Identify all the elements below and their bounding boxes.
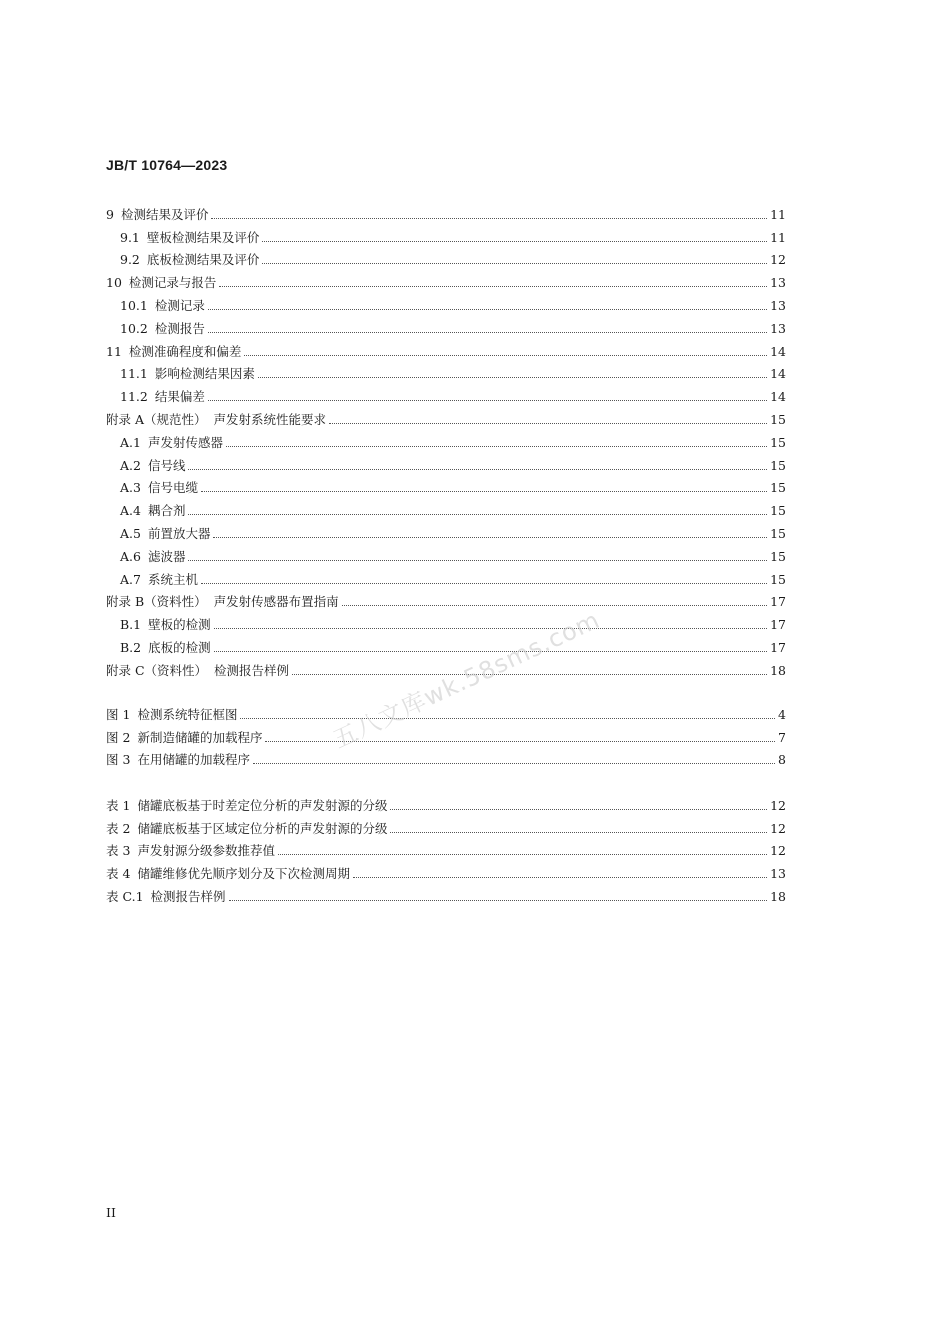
- entry-number: 10: [106, 275, 122, 291]
- entry-page: 14: [770, 389, 786, 405]
- entry-title: 声发射源分级参数推荐值: [137, 843, 275, 859]
- toc-entry[interactable]: [106, 610, 786, 633]
- entry-number: 11.1: [120, 366, 148, 382]
- entry-page: 12: [770, 820, 786, 836]
- toc-entry[interactable]: [106, 382, 786, 405]
- dot-leader: [342, 605, 767, 606]
- table-entry[interactable]: [106, 791, 786, 814]
- entry-title: 耦合剂: [147, 503, 186, 519]
- toc-entry[interactable]: [106, 405, 786, 428]
- entry-title: 检测系统特征框图: [137, 706, 238, 722]
- entry-number: 图 1: [106, 706, 131, 722]
- entry-page: 13: [770, 275, 786, 291]
- entry-page: 11: [770, 229, 786, 245]
- entry-number: 图 3: [106, 752, 131, 768]
- entry-page: 18: [770, 662, 786, 678]
- dot-leader: [208, 309, 767, 310]
- entry-page: 15: [770, 503, 786, 519]
- entry-page: 15: [770, 571, 786, 587]
- dot-leader: [390, 809, 767, 810]
- entry-title: 储罐底板基于区域定位分析的声发射源的分级: [137, 820, 388, 836]
- entry-title: 检测结果及评价: [120, 206, 209, 222]
- figure-entry[interactable]: [106, 723, 786, 746]
- entry-title: 壁板检测结果及评价: [146, 229, 260, 245]
- entry-page: 7: [778, 729, 786, 745]
- toc-entry[interactable]: [106, 474, 786, 497]
- toc-entry[interactable]: [106, 246, 786, 269]
- list-of-tables: [106, 791, 786, 905]
- table-entry[interactable]: [106, 882, 786, 905]
- dot-leader: [226, 446, 767, 447]
- entry-title: 检测记录: [154, 297, 205, 313]
- dot-leader: [240, 718, 775, 719]
- entry-title: 壁板的检测: [148, 617, 211, 633]
- entry-number: 表 C.1: [106, 888, 144, 904]
- toc-entry[interactable]: [106, 360, 786, 383]
- entry-number: 11: [106, 343, 122, 359]
- dot-leader: [329, 423, 767, 424]
- dot-leader: [188, 560, 767, 561]
- entry-number: 表 3: [106, 843, 131, 859]
- toc-entry[interactable]: [106, 428, 786, 451]
- dot-leader: [292, 674, 767, 675]
- entry-title: 底板的检测: [148, 639, 211, 655]
- entry-title: 检测报告样例: [214, 662, 290, 678]
- entry-title: 检测准确程度和偏差: [128, 343, 242, 359]
- entry-page: 15: [770, 411, 786, 427]
- entry-number: 表 4: [106, 866, 131, 882]
- entry-number: A.7: [120, 571, 141, 587]
- table-entry[interactable]: [106, 859, 786, 882]
- dot-leader: [211, 218, 767, 219]
- dot-leader: [278, 854, 767, 855]
- dot-leader: [201, 491, 767, 492]
- entry-page: 17: [770, 594, 786, 610]
- entry-title: 声发射传感器: [147, 434, 223, 450]
- entry-title: 信号线: [147, 457, 186, 473]
- dot-leader: [208, 332, 767, 333]
- entry-page: 11: [770, 206, 786, 222]
- entry-title: 滤波器: [147, 548, 186, 564]
- entry-number: 11.2: [120, 389, 148, 405]
- toc-entry[interactable]: [106, 633, 786, 656]
- entry-title: 底板检测结果及评价: [146, 252, 260, 268]
- entry-number: A.5: [120, 525, 141, 541]
- figure-entry[interactable]: [106, 746, 786, 769]
- entry-title: 声发射传感器布置指南: [213, 594, 339, 610]
- entry-number: 9.1: [120, 229, 140, 245]
- toc-entry[interactable]: [106, 314, 786, 337]
- entry-title: 新制造储罐的加载程序: [137, 729, 263, 745]
- entry-title: 影响检测结果因素: [154, 366, 255, 382]
- table-of-contents: [106, 200, 786, 679]
- toc-entry[interactable]: [106, 223, 786, 246]
- dot-leader: [258, 377, 767, 378]
- entry-number: 表 1: [106, 797, 131, 813]
- toc-entry[interactable]: [106, 565, 786, 588]
- dot-leader: [253, 763, 775, 764]
- entry-number: A.6: [120, 548, 141, 564]
- entry-page: 14: [770, 343, 786, 359]
- entry-page: 8: [778, 752, 786, 768]
- entry-number: 图 2: [106, 729, 131, 745]
- entry-number: B.1: [120, 617, 142, 633]
- entry-page: 15: [770, 548, 786, 564]
- dot-leader: [208, 400, 767, 401]
- dot-leader: [219, 286, 767, 287]
- entry-number: 附录 A（规范性）: [106, 411, 207, 427]
- table-entry[interactable]: [106, 837, 786, 860]
- watermark: 五八文库wk.58sms.com: [328, 605, 605, 754]
- entry-title: 前置放大器: [147, 525, 211, 541]
- dot-leader: [213, 537, 767, 538]
- entry-title: 储罐维修优先顺序划分及下次检测周期: [137, 866, 350, 882]
- dot-leader: [390, 832, 767, 833]
- dot-leader: [188, 469, 767, 470]
- toc-entry[interactable]: [106, 337, 786, 360]
- entry-title: 储罐底板基于时差定位分析的声发射源的分级: [137, 797, 388, 813]
- entry-page: 15: [770, 525, 786, 541]
- entry-title: 检测记录与报告: [128, 275, 217, 291]
- entry-title: 在用储罐的加载程序: [137, 752, 250, 768]
- entry-number: 附录 C（资料性）: [106, 662, 208, 678]
- entry-number: 9.2: [120, 252, 140, 268]
- entry-title: 信号电缆: [147, 480, 198, 496]
- entry-page: 17: [770, 639, 786, 655]
- dot-leader: [262, 263, 767, 264]
- document-code: JB/T 10764—2023: [106, 157, 228, 173]
- entry-page: 15: [770, 434, 786, 450]
- entry-page: 15: [770, 480, 786, 496]
- dot-leader: [188, 514, 767, 515]
- toc-entry[interactable]: [106, 542, 786, 565]
- toc-entry[interactable]: [106, 496, 786, 519]
- entry-number: 9: [106, 206, 114, 222]
- table-entry[interactable]: [106, 814, 786, 837]
- entry-title: 检测报告样例: [150, 888, 226, 904]
- dot-leader: [229, 900, 768, 901]
- entry-title: 声发射系统性能要求: [213, 411, 327, 427]
- toc-entry[interactable]: [106, 291, 786, 314]
- dot-leader: [244, 355, 767, 356]
- entry-number: A.2: [120, 457, 141, 473]
- toc-entry[interactable]: [106, 200, 786, 223]
- toc-entry[interactable]: [106, 451, 786, 474]
- entry-number: A.4: [120, 503, 141, 519]
- dot-leader: [353, 877, 767, 878]
- entry-page: 17: [770, 617, 786, 633]
- entry-number: A.3: [120, 480, 141, 496]
- entry-page: 14: [770, 366, 786, 382]
- toc-entry[interactable]: [106, 519, 786, 542]
- entry-page: 18: [770, 888, 786, 904]
- entry-number: A.1: [120, 434, 141, 450]
- entry-number: B.2: [120, 639, 142, 655]
- entry-page: 13: [770, 297, 786, 313]
- entry-number: 10.2: [120, 320, 148, 336]
- toc-entry[interactable]: [106, 588, 786, 611]
- entry-page: 12: [770, 252, 786, 268]
- entry-title: 系统主机: [147, 571, 198, 587]
- toc-entry[interactable]: [106, 268, 786, 291]
- list-of-figures: [106, 700, 786, 768]
- entry-page: 4: [778, 706, 786, 722]
- entry-page: 12: [770, 797, 786, 813]
- entry-title: 结果偏差: [154, 389, 205, 405]
- entry-page: 15: [770, 457, 786, 473]
- dot-leader: [214, 628, 767, 629]
- entry-page: 12: [770, 843, 786, 859]
- entry-number: 附录 B（资料性）: [106, 594, 207, 610]
- entry-number: 表 2: [106, 820, 131, 836]
- entry-title: 检测报告: [154, 320, 205, 336]
- page-number: II: [106, 1205, 116, 1220]
- entry-number: 10.1: [120, 297, 148, 313]
- entry-page: 13: [770, 866, 786, 882]
- entry-page: 13: [770, 320, 786, 336]
- dot-leader: [201, 583, 767, 584]
- dot-leader: [262, 241, 767, 242]
